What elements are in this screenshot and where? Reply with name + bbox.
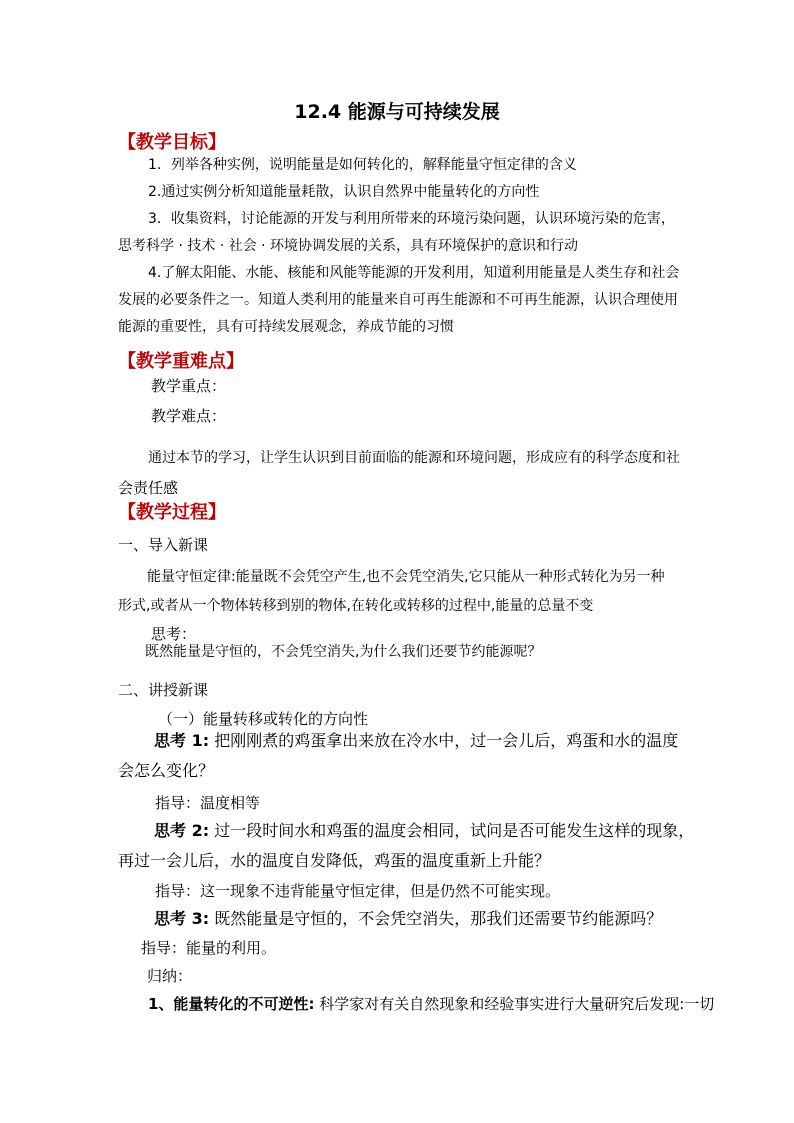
objective-item-4-line-3: 能源的重要性，具有可持续发展观念，养成节能的习惯 bbox=[118, 319, 454, 335]
page-title: 12.4 能源与可持续发展 bbox=[294, 101, 500, 123]
objective-item-3-line-2: 思考科学 · 技术 · 社会 · 环境协调发展的关系，具有环境保护的意识和行动 bbox=[118, 238, 579, 254]
think-3-line bbox=[154, 908, 662, 930]
objective-item-3-line-1: 3．收集资料，讨论能源的开发与利用所带来的环境污染问题，认识环境污染的危害， bbox=[148, 211, 675, 227]
difficulty-label: 教学难点： bbox=[151, 407, 227, 425]
conservation-law-line-2: 形式,或者从一个物体转移到别的物体,在转化或转移的过程中,能量的总量不变 bbox=[118, 598, 594, 614]
guidance-1: 指导：温度相等 bbox=[155, 794, 261, 812]
guidance-3: 指导：能量的利用。 bbox=[141, 939, 277, 957]
think-1-line-1 bbox=[154, 730, 678, 752]
think-2-line-2: 再过一会儿后，水的温度自发降低，鸡蛋的温度重新上升能？ bbox=[118, 851, 551, 870]
subsection-1-heading: （一）能量转移或转化的方向性 bbox=[158, 710, 369, 728]
summary-item-1-label: 1、能量转化的不可逆性: bbox=[148, 995, 315, 1013]
part-2-heading: 二、讲授新课 bbox=[118, 681, 209, 699]
key-points-paragraph-line-1: 通过本节的学习，让学生认识到目前面临的能源和环境问题，形成应有的科学态度和社 bbox=[148, 450, 680, 466]
summary-item-1-text: 科学家对有关自然现象和经验事实进行大量研究后发现:一切 bbox=[314, 995, 715, 1013]
think-label: 思考： bbox=[151, 625, 197, 643]
summary-item-1 bbox=[148, 994, 714, 1014]
guidance-2: 指导：这一现象不违背能量守恒定律，但是仍然不可能实现。 bbox=[155, 882, 561, 900]
think-2-line-1 bbox=[154, 820, 694, 842]
think-3-label: 思考 3: bbox=[154, 909, 210, 928]
think-2-text: 过一段时间水和鸡蛋的温度会相同，试问是否可能发生这样的现象， bbox=[209, 821, 695, 840]
key-points-heading: 【教学重难点】 bbox=[118, 351, 244, 372]
think-1-label: 思考 1: bbox=[154, 731, 210, 750]
part-1-heading: 一、导入新课 bbox=[118, 536, 209, 554]
think-1-text: 把刚刚煮的鸡蛋拿出来放在冷水中，过一会儿后，鸡蛋和水的温度 bbox=[209, 731, 679, 750]
objective-item-2: 2.通过实例分析知道能量耗散，认识自然界中能量转化的方向性 bbox=[148, 184, 540, 200]
think-3-text: 既然能量是守恒的，不会凭空消失，那我们还需要节约能源吗？ bbox=[209, 909, 663, 928]
summary-label: 归纳： bbox=[147, 967, 193, 985]
objectives-heading: 【教学目标】 bbox=[118, 132, 226, 153]
think-2-label: 思考 2: bbox=[154, 821, 210, 840]
key-points-paragraph-line-2: 会责任感 bbox=[118, 479, 179, 497]
process-heading: 【教学过程】 bbox=[118, 502, 226, 523]
objective-item-1: 1．列举各种实例，说明能量是如何转化的，解释能量守恒定律的含义 bbox=[148, 157, 577, 173]
conservation-law-line-1: 能量守恒定律:能量既不会凭空产生,也不会凭空消失,它只能从一种形式转化为另一种 bbox=[147, 569, 665, 585]
objective-item-4-line-2: 发展的必要条件之一。知道人类利用的能量来自可再生能源和不可再生能源，认识合理使用 bbox=[118, 292, 678, 308]
focus-label: 教学重点： bbox=[151, 377, 227, 395]
intro-question: 既然能量是守恒的，不会凭空消失,为什么我们还要节约能源呢？ bbox=[145, 644, 542, 660]
think-1-line-2: 会怎么变化？ bbox=[118, 761, 215, 780]
objective-item-4-line-1: 4.了解太阳能、水能、核能和风能等能源的开发利用，知道利用能量是人类生存和社会 bbox=[148, 265, 680, 281]
